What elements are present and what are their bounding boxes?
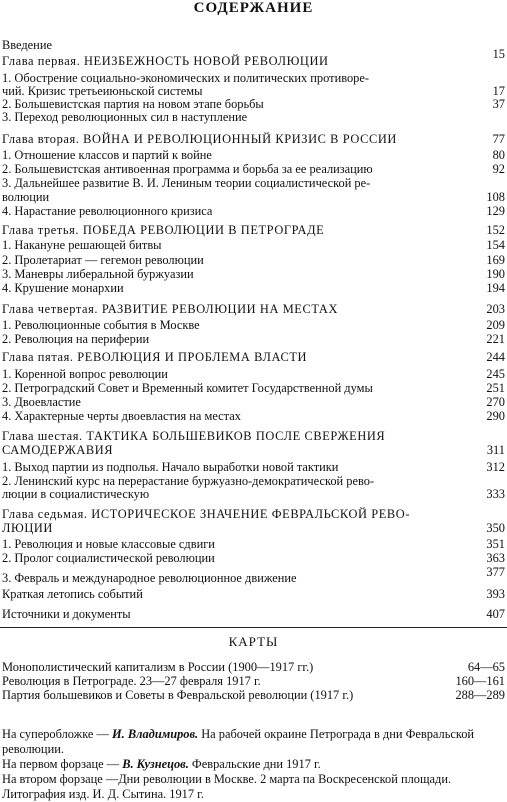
- page-number: 15: [492, 47, 505, 61]
- entry-title: 2. Петроградский Совет и Временный комитет Государственной думы: [2, 381, 373, 395]
- page-number: 152: [486, 223, 505, 237]
- entry-title: 3. Двоевластие: [2, 395, 81, 409]
- entry-title: 1. Обострение социально-экономических и политических противоре-: [2, 71, 369, 85]
- page-number: 350: [486, 521, 505, 535]
- page-number: 407: [486, 607, 505, 621]
- entry-title: люции в социалистическую: [2, 487, 150, 501]
- illustration-note: На суперобложке — И. Владимиров. На рабочей окраине Петрограда в дни Февральской революции.: [2, 727, 475, 756]
- entry-title: Монополистический капитализм в России (1900—1917 гг.): [2, 660, 314, 674]
- entry-title: Краткая летопись событий: [2, 587, 143, 601]
- entry-title: 2. Большевистская партия на новом этапе борьбы: [2, 97, 264, 111]
- entry-title: 2. Революция на периферии: [2, 332, 150, 346]
- entry-title: 3. Февраль и международное революционное движение: [2, 571, 297, 585]
- page-number: 288—289: [455, 688, 505, 702]
- entry-title: 1. Отношение классов и партий к войне: [2, 148, 212, 162]
- artist-name: В. Кузнецов.: [122, 757, 189, 771]
- page-number: 154: [486, 238, 505, 252]
- page-number: 270: [486, 395, 505, 409]
- entry-title: Глава вторая. ВОЙНА И РЕВОЛЮЦИОННЫЙ КРИЗИС В РОССИИ: [2, 132, 397, 146]
- entry-title: Глава шестая. ТАКТИКА БОЛЬШЕВИКОВ ПОСЛЕ СВЕРЖЕНИЯ: [2, 429, 386, 443]
- entry-title: 3. Дальнейшее развитие В. И. Лениным теории социалистической ре-: [2, 176, 371, 190]
- page-number: 209: [486, 318, 505, 332]
- entry-title: 2. Пролетариат — гегемон революции: [2, 253, 204, 267]
- page-number: 194: [486, 281, 505, 295]
- entry-title: ЛЮЦИИ: [2, 521, 53, 535]
- page-number: 221: [486, 332, 505, 346]
- entry-title: Глава третья. ПОБЕДА РЕВОЛЮЦИИ В ПЕТРОГРАДЕ: [2, 223, 325, 237]
- entry-title: волюции: [2, 190, 50, 204]
- page-number: 290: [486, 409, 505, 423]
- page-number: 108: [486, 190, 505, 204]
- entry-title: 1. Накануне решающей битвы: [2, 238, 162, 252]
- divider: [0, 627, 507, 628]
- entry-title: 1. Революционные события в Москве: [2, 318, 200, 332]
- entry-title: Введение: [2, 38, 52, 52]
- entry-title: 1. Коренной вопрос революции: [2, 367, 168, 381]
- page-number: 17: [492, 84, 505, 98]
- entry-title: Глава первая. НЕИЗБЕЖНОСТЬ НОВОЙ РЕВОЛЮЦИИ: [2, 54, 329, 68]
- entry-title: 2. Пролог социалистической революции: [2, 551, 215, 565]
- page-number: 251: [486, 381, 505, 395]
- page-number: 77: [492, 132, 505, 146]
- page-number: 80: [492, 148, 505, 162]
- page-number: 333: [486, 487, 505, 501]
- entry-title: Глава пятая. РЕВОЛЮЦИЯ И ПРОБЛЕМА ВЛАСТИ: [2, 350, 308, 364]
- entry-title: Глава седьмая. ИСТОРИЧЕСКОЕ ЗНАЧЕНИЕ ФЕВРАЛЬСКОЙ РЕВО-: [2, 507, 411, 521]
- entry-title: Источники и документы: [2, 607, 131, 621]
- page-number: 160—161: [455, 674, 505, 688]
- page-number: 129: [486, 204, 505, 218]
- page-number: 190: [486, 267, 505, 281]
- page-number: 203: [486, 302, 505, 316]
- entry-title: 1. Революция и новые классовые сдвиги: [2, 537, 215, 551]
- entry-title: 2. Ленинский курс на перерастание буржуазно-демократической рево-: [2, 474, 375, 488]
- entry-title: Революция в Петрограде. 23—27 февраля 1917 г.: [2, 674, 261, 688]
- page-number: 312: [486, 460, 505, 474]
- entry-title: Глава четвертая. РАЗВИТИЕ РЕВОЛЮЦИИ НА МЕСТАХ: [2, 302, 338, 316]
- page-number: 244: [486, 350, 505, 364]
- entry-title: 2. Большевистская антивоенная программа и борьба за ее реализацию: [2, 162, 373, 176]
- entry-title: 4. Нарастание революционного кризиса: [2, 204, 213, 218]
- illustration-note: На первом форзаце — В. Кузнецов. Февральские дни 1917 г.: [2, 757, 321, 771]
- page-number: 169: [486, 253, 505, 267]
- page-number: 37: [492, 97, 505, 111]
- entry-title: 4. Крушение монархии: [2, 281, 124, 295]
- entry-title: чий. Кризис третьеиюньской системы: [2, 84, 203, 98]
- page-title: СОДЕРЖАНИЕ: [193, 0, 314, 16]
- page-number: 393: [486, 587, 505, 601]
- page-number: 377: [486, 565, 505, 579]
- page-number: 245: [486, 367, 505, 381]
- entry-title: 1. Выход партии из подполья. Начало выработки новой тактики: [2, 460, 339, 474]
- entry-title: 3. Переход революционных сил в наступление: [2, 110, 248, 124]
- illustration-note: На втором форзаце —Дни революции в Москве. 2 марта па Воскресенской площади. Литография изд. И. Д. Сытина. 1917 г.: [2, 772, 452, 801]
- page-number: 363: [486, 551, 505, 565]
- entry-title: 3. Маневры либеральной буржуазии: [2, 267, 194, 281]
- artist-name: И. Владимиров.: [112, 727, 199, 741]
- maps-title: КАРТЫ: [228, 634, 279, 649]
- entry-title: 4. Характерные черты двоевластия на местах: [2, 409, 241, 423]
- page-number: 351: [486, 537, 505, 551]
- page-number: 311: [486, 443, 505, 457]
- page-number: 92: [492, 162, 505, 176]
- page-number: 64—65: [467, 660, 505, 674]
- entry-title: САМОДЕРЖАВИЯ: [2, 443, 114, 457]
- entry-title: Партия большевиков и Советы в Февральской революции (1917 г.): [2, 688, 354, 702]
